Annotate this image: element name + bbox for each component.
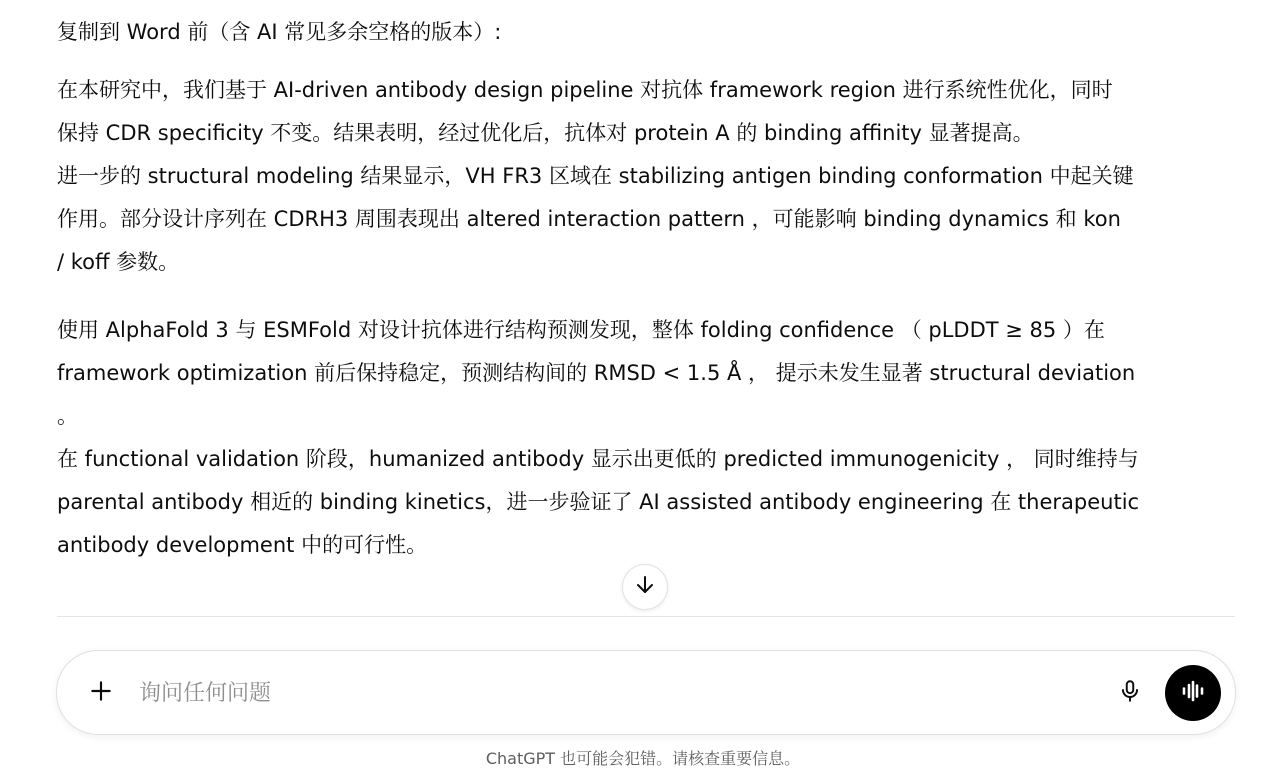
composer bbox=[56, 650, 1236, 735]
paragraph-line: 进一步的 structural modeling 结果显示，VH FR3 区域在 stabilizing antigen binding conformation 中起关键 bbox=[57, 164, 1134, 188]
paragraph-line: 保持 CDR specificity 不变。结果表明，经过优化后，抗体对 protein A 的 binding affinity 显著提高。 bbox=[57, 121, 1034, 145]
voice-waveform-icon bbox=[1180, 678, 1206, 708]
paragraph-line: 使用 AlphaFold 3 与 ESMFold 对设计抗体进行结构预测发现，整体 folding confidence （ pLDDT ≥ 85 ）在 bbox=[57, 318, 1105, 342]
attach-button[interactable] bbox=[83, 675, 119, 711]
voice-mode-button[interactable] bbox=[1165, 665, 1221, 721]
paragraph-line: parental antibody 相近的 binding kinetics，进一步验证了 AI assisted antibody engineering 在 therapeutic bbox=[57, 490, 1140, 514]
message-paragraph-1 bbox=[57, 69, 1229, 284]
paragraph-line: 作用。部分设计序列在 CDRH3 周围表现出 altered interaction pattern ，可能影响 binding dynamics 和 kon bbox=[57, 207, 1121, 231]
plus-icon bbox=[88, 678, 114, 708]
prompt-input[interactable] bbox=[139, 671, 1079, 715]
paragraph-line: framework optimization 前后保持稳定，预测结构间的 RMSD < 1.5 Å ， 提示未发生显著 structural deviation bbox=[57, 361, 1136, 385]
microphone-icon bbox=[1117, 678, 1143, 708]
divider bbox=[57, 616, 1235, 617]
paragraph-line: 。 bbox=[57, 404, 78, 428]
assistant-message bbox=[57, 12, 1229, 567]
paragraph-line: / koff 参数。 bbox=[57, 250, 180, 274]
paragraph-line: antibody development 中的可行性。 bbox=[57, 533, 428, 557]
disclaimer-text: ChatGPT 也可能会犯错。请核查重要信息。 bbox=[485, 749, 801, 768]
paragraph-line: 在 functional validation 阶段，humanized antibody 显示出更低的 predicted immunogenicity ， 同时维持与 bbox=[57, 447, 1139, 471]
message-paragraph-2 bbox=[57, 309, 1229, 567]
dictate-button[interactable] bbox=[1112, 675, 1148, 711]
scroll-to-bottom-button[interactable] bbox=[622, 564, 668, 610]
paragraph-line: 在本研究中，我们基于 AI-driven antibody design pipeline 对抗体 framework region 进行系统性优化，同时 bbox=[57, 78, 1113, 102]
arrow-down-icon bbox=[633, 573, 657, 601]
message-intro: 复制到 Word 前（含 AI 常见多余空格的版本）: bbox=[57, 20, 502, 44]
